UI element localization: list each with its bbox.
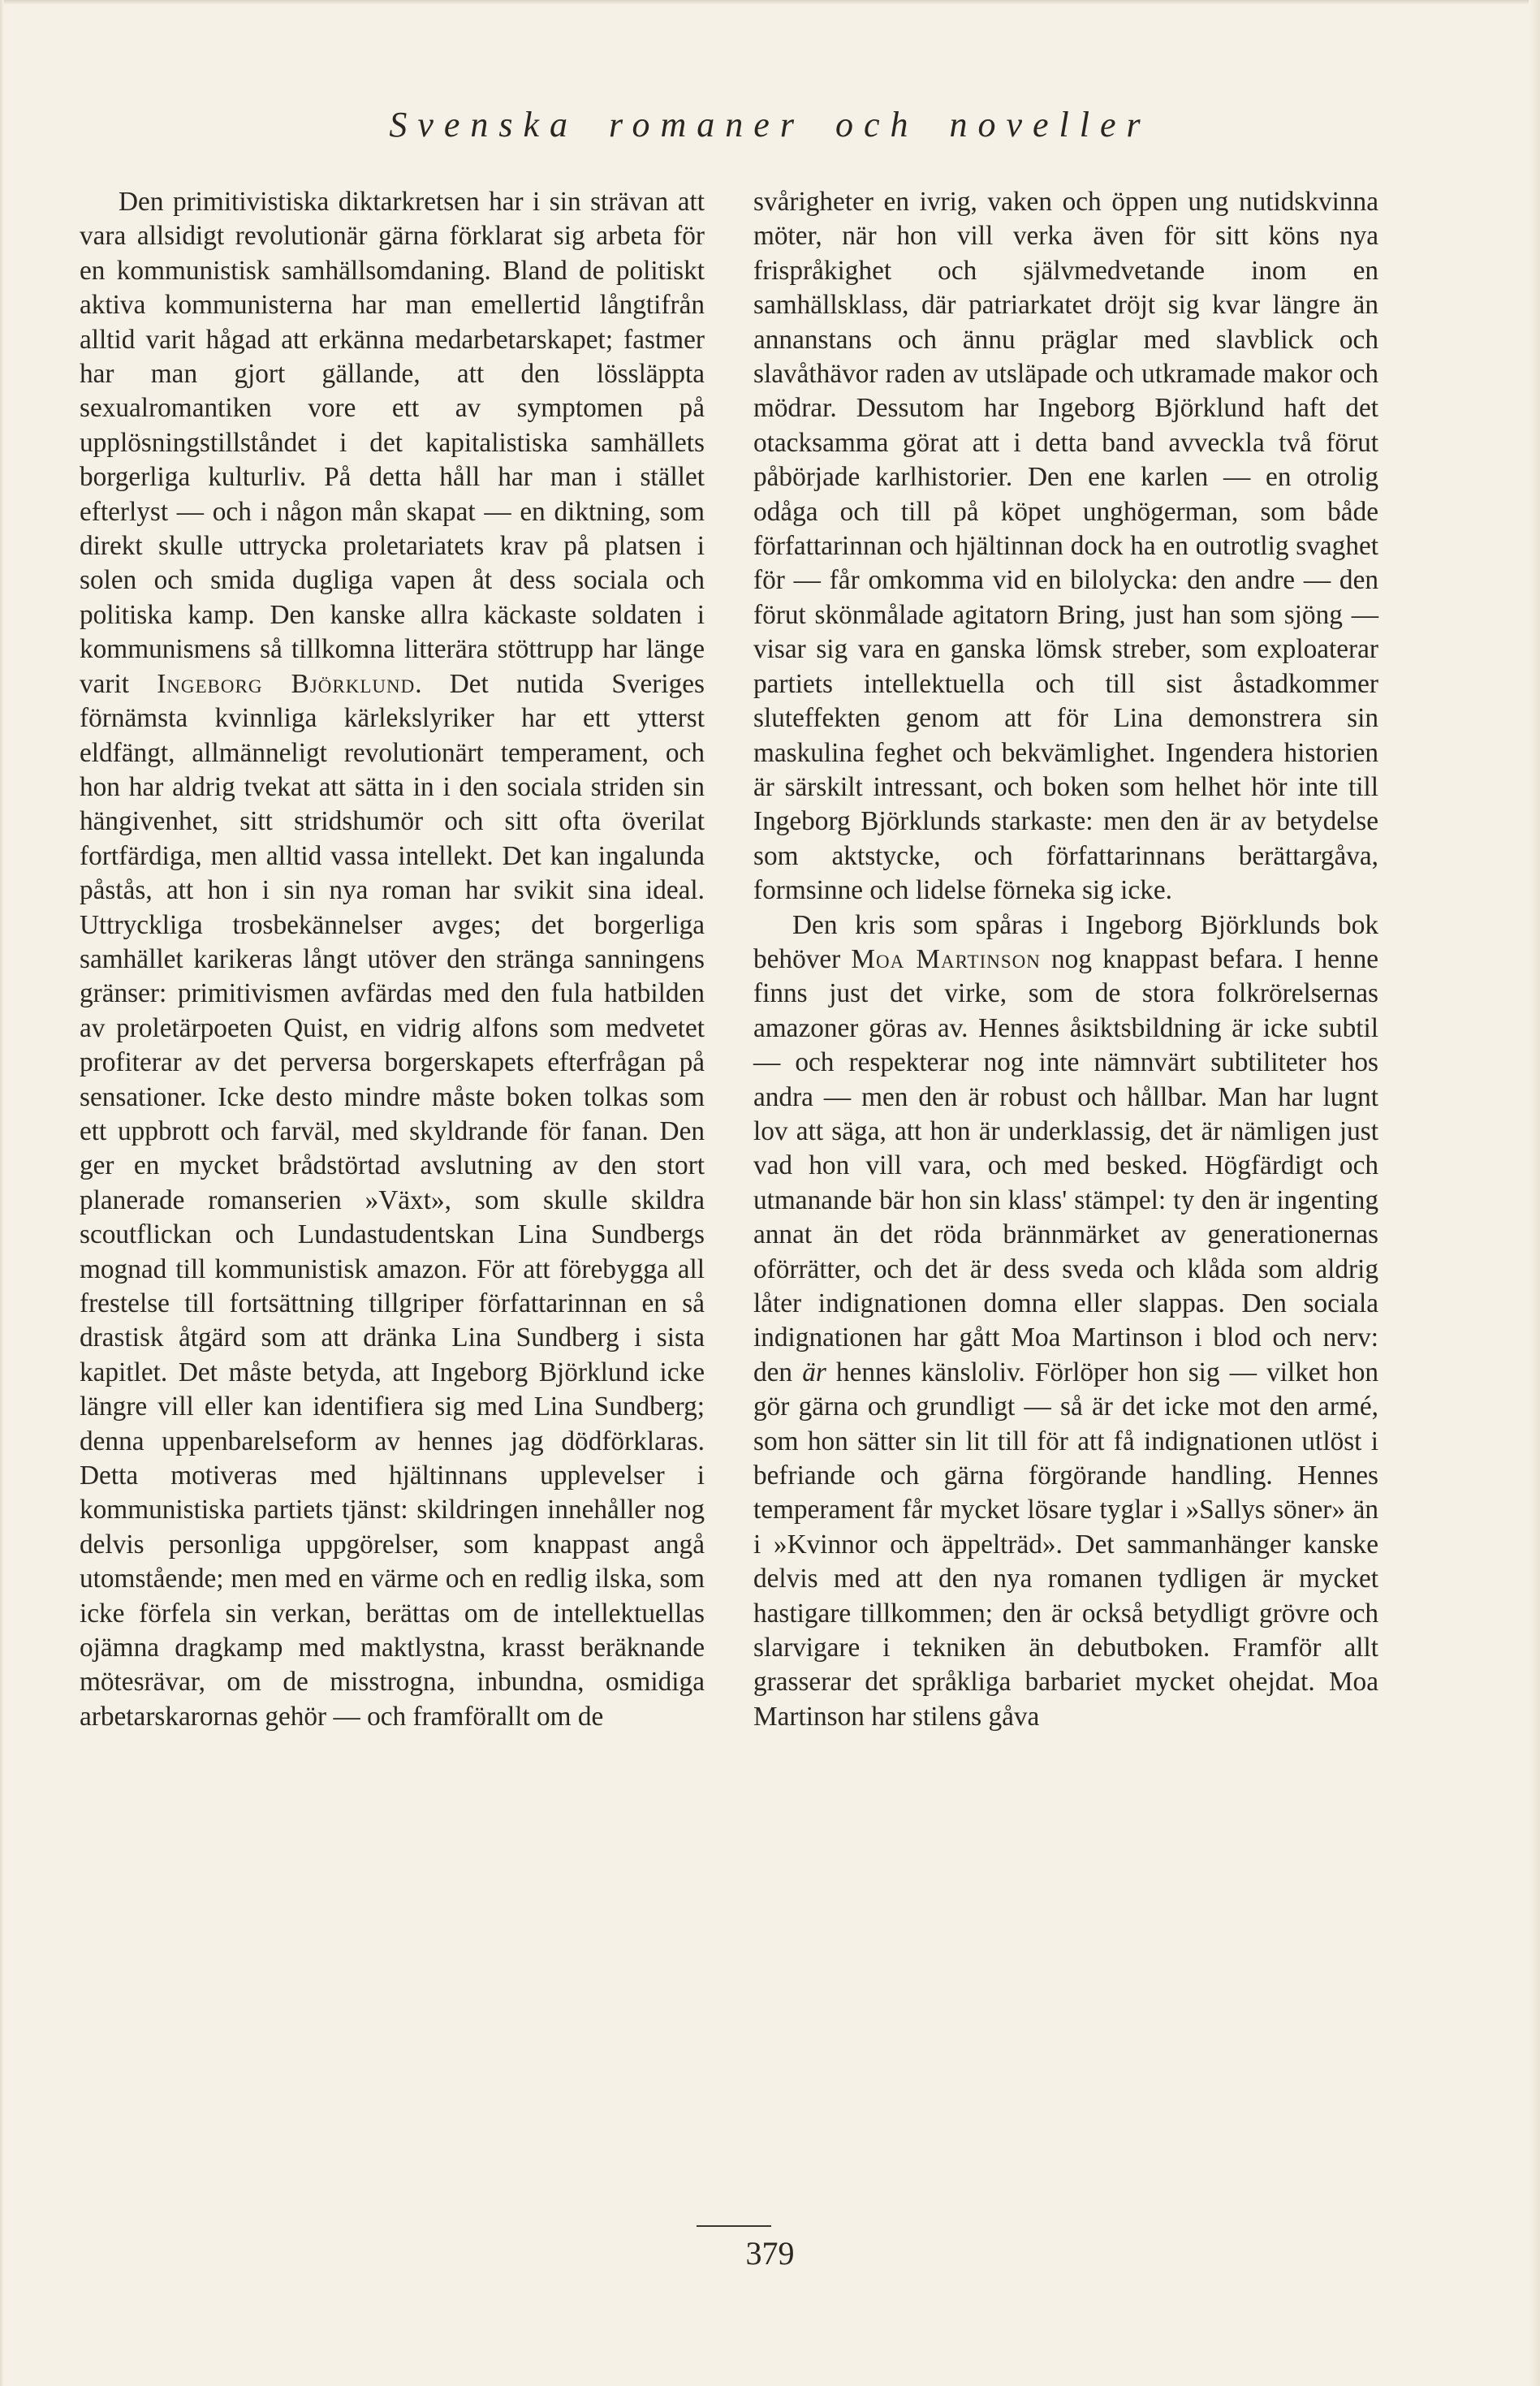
page-number: 379 bbox=[745, 2235, 795, 2272]
paragraph bbox=[753, 908, 1378, 1735]
page-edge-right bbox=[1529, 0, 1540, 2386]
paragraph bbox=[753, 185, 1378, 908]
folio-rule bbox=[697, 2225, 771, 2227]
text-run: hennes känsloliv. Förlöper hon sig — vilket hon gör gärna och grundligt — så är det icke mot den armé, som hon sätter sin lit till för att få indignationen utlöst i befriande och gärna förgörande handling. Hennes temperament får mycket lösare tyglar i »Sallys söner» än i »Kvinnor och äppelträd». Det sammanhänger kanske delvis med att den nya romanen tydligen är mycket hastigare tillkommen; den är också betydligt grövre och slarvigare i tekniken än debutboken. Framför allt grasserar det språkliga barbariet mycket ohejdat. Moa Martinson har stilens gåva bbox=[753, 1357, 1379, 1732]
text-run: . Det nutida Sveriges förnämsta kvinnliga kärlekslyriker har ett ytterst eldfängt, allmänneligt revolutionärt temperament, och hon har aldrig tvekat att sätta in i den sociala striden sin hängivenhet, sitt stridshumör och sitt ofta överilat fortfärdiga, men alltid vassa intellekt. Det kan ingalunda påstås, att hon i sin nya roman har svikit sina ideal. Uttryckliga trosbekännelser avges; det borgerliga samhället karikeras långt utöver den stränga sanningens gränser: primitivismen avfärdas med den fula hatbilden av proletärpoeten Quist, en vidrig alfons som medvetet profiterar av det perversa borgerskapets efterfrågan på sensationer. Icke desto mindre måste boken tolkas som ett uppbrott och farväl, med skyldrande för fanan. Den ger en mycket brådstörtad avslutning av den stort planerade romanserien »Växt», som skulle skildra scoutflickan och Lundastudentskan Lina Sundbergs mognad till kommunistisk amazon. För att förebygga all frestelse till fortsättning tillgriper författarinnan en så drastisk åtgärd som att dränka Lina Sundberg i sista kapitlet. Det måste betyda, att Ingeborg Björklund icke längre vill eller kan identifiera sig med Lina Sundberg; denna uppenbarelseform av hennes jag dödförklaras. Detta motiveras med hjältinnans upplevelser i kommunistiska partiets tjänst: skildringen innehåller nog delvis personliga uppgörelser, som knappast angå utomstående; men med en värme och en redlig ilska, som icke förfela sin verkan, berättas om de intellektuellas ojämna dragkamp med maktlystna, krasst beräknande mötesrävar, om de misstrogna, inbundna, osmidiga arbetarskarornas gehör — och framförallt om de bbox=[80, 668, 705, 1732]
text-run: Den kris som spåras i Ingeborg Björklunds bok behöver bbox=[753, 909, 1378, 974]
emphasis: är bbox=[802, 1357, 826, 1387]
author-name: Moa Martinson bbox=[851, 943, 1041, 974]
paragraph bbox=[80, 185, 705, 1734]
page-edge-top bbox=[0, 0, 1540, 5]
author-name: Ingeborg Björklund bbox=[157, 668, 416, 699]
text-run: svårigheter en ivrig, vaken och öppen ung nutidskvinna möter, när hon vill verka även för sitt köns nya frispråkighet och självmedvetande inom en samhällsklass, där patriarkatet dröjt sig kvar längre än annanstans och ännu präglar med slavblick och slavåthävor raden av utsläpade och utkramade makor och mödrar. Dessutom har Ingeborg Björklund haft det otacksamma görat att i detta band avveckla två förut påbörjade karlhistorier. Den ene karlen — en otrolig odåga och till på köpet unghögerman, som både författarinnan och hjältinnan dock ha en outrotlig svaghet för — får omkomma vid en bilolycka: den andre — den förut skönmålade agitatorn Bring, just han som sjöng — visar sig vara en ganska lömsk streber, som exploaterar partiets intellektuella och till sist åstadkommer sluteffekten genom att för Lina demonstrera sin maskulina feghet och bekvämlighet. Ingendera historien är särskilt intressant, och boken som helhet hör inte till Ingeborg Björklunds starkaste: men den är av betydelse som aktstycke, och författarinnans berättargåva, formsinne och lidelse förneka sig icke. bbox=[753, 187, 1378, 906]
right-column bbox=[753, 185, 1378, 1734]
left-column bbox=[80, 185, 705, 1734]
running-head: Svenska romaner och noveller bbox=[389, 105, 1151, 145]
text-run: nog knappast befara. I henne finns just det virke, som de stora folkrörelsernas amazoner göras av. Hennes åsiktsbildning är icke subtil — och respekterar nog inte nämnvärt subtiliteter hos andra — men den är robust och hållbar. Man har lugnt lov att säga, att hon är underklassig, det är nämligen just vad hon vill vara, och med besked. Högfärdigt och utmanande bär hon sin klass' stämpel: ty den är ingenting annat än det röda brännmärket av generationernas oförrätter, och det är dess sveda och klåda som aldrig låter indignationen domna eller slappas. Den sociala indignationen har gått Moa Martinson i blod och nerv: den bbox=[753, 943, 1379, 1387]
page-edge-left bbox=[0, 0, 4, 2386]
text-run: Den primitivistiska diktarkretsen har i sin strävan att vara allsidigt revolutionär gärna förklarat sig arbeta för en kommunistisk samhällsomdaning. Bland de politiskt aktiva kommunisterna har man emellertid långtifrån alltid varit hågad att erkänna medarbetarskapet; fastmer har man gjort gällande, att den lössläppta sexualromantiken vore ett av symptomen på upplösningstillståndet i det kapitalistiska samhällets borgerliga kulturliv. På detta håll har man i stället efterlyst — och i någon mån skapat — en diktning, som direkt skulle uttrycka proletariatets krav på platsen i solen och smida dugliga vapen åt dess sociala och politiska kamp. Den kanske allra käckaste soldaten i kommunismens så tillkomna litterära stöttrupp har länge varit bbox=[80, 187, 705, 699]
